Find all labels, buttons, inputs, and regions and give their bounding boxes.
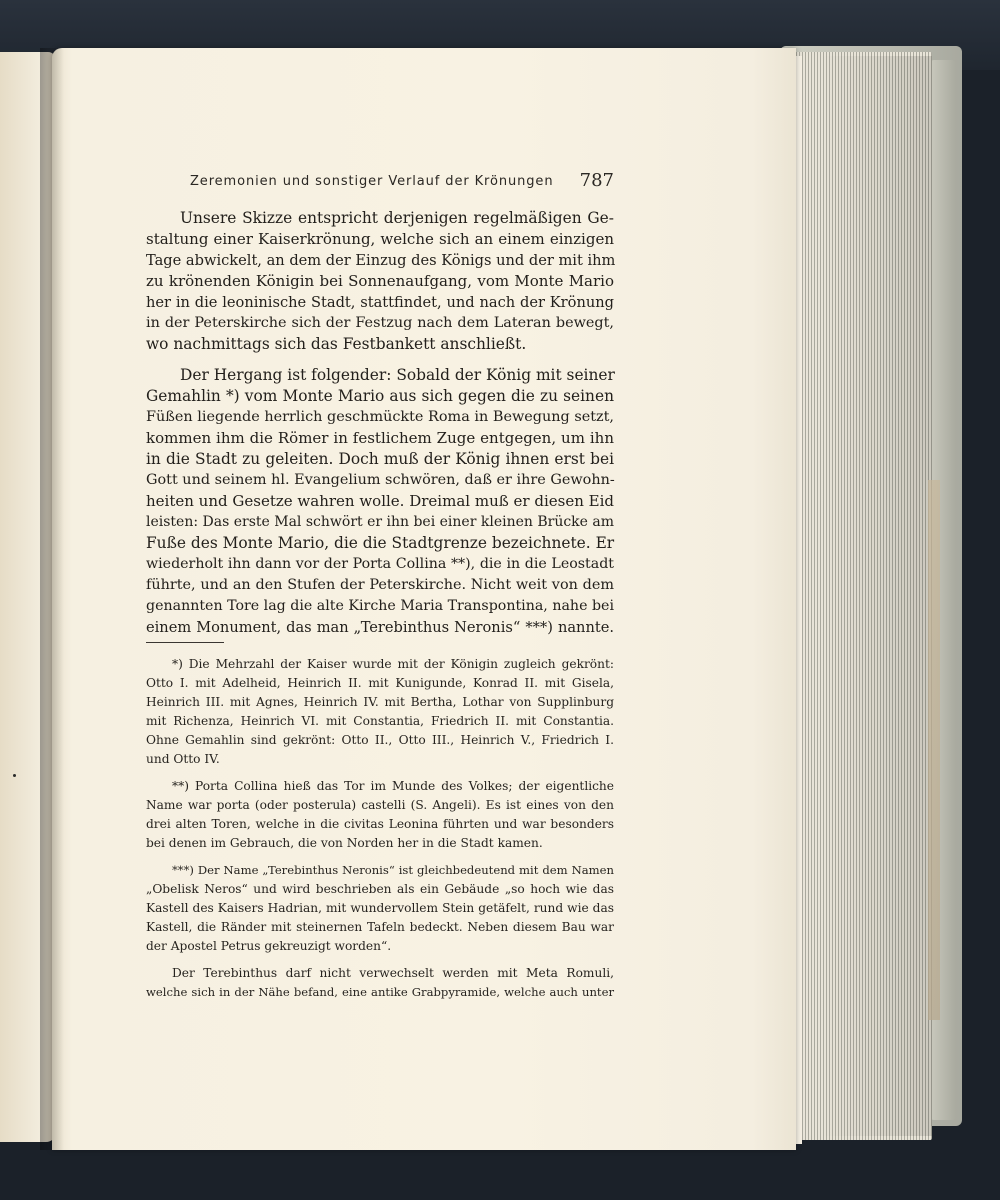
- page-stack-shadow: [820, 56, 932, 1136]
- footnote-line: drei alten Toren, welche in die civitas Leonina führten und war besonders: [146, 817, 614, 831]
- footnote-line: *) Die Mehrzahl der Kaiser wurde mit der Königin zugleich gekrönt:: [172, 657, 614, 671]
- footnote-line: Kastell des Kaisers Hadrian, mit wundervollem Stein getäfelt, rund wie das: [146, 901, 614, 915]
- body-line: in die Stadt zu geleiten. Doch muß der König ihnen erst bei: [146, 450, 614, 468]
- footnote-line: Name war porta (oder posterula) castelli (S. Angeli). Es ist eines von den: [146, 798, 614, 812]
- page-number: 787: [579, 170, 614, 191]
- footnote-line: welche sich in der Nähe befand, eine antike Grabpyramide, welche auch unter: [146, 985, 614, 999]
- footnote-line: Heinrich III. mit Agnes, Heinrich IV. mit Bertha, Lothar von Supplinburg: [146, 695, 614, 709]
- footnotes: [146, 655, 614, 1002]
- footnote-line: mit Richenza, Heinrich VI. mit Constantia, Friedrich II. mit Constantia.: [146, 714, 614, 728]
- body-line: leisten: Das erste Mal schwört er ihn bei einer kleinen Brücke am: [146, 514, 615, 530]
- body-line: führte, und an den Stufen der Peterskirche. Nicht weit von dem: [146, 577, 614, 593]
- body-line: Tage abwickelt, an dem der Einzug des Königs und der mit ihm: [146, 252, 616, 269]
- page-gutter-shadow: [40, 48, 64, 1150]
- footnote-line: Ohne Gemahlin sind gekrönt: Otto II., Otto III., Heinrich V., Friedrich I.: [146, 733, 614, 747]
- footnote-line: Der Terebinthus darf nicht verwechselt werden mit Meta Romuli,: [172, 966, 614, 980]
- body-text: [146, 208, 614, 638]
- body-line: zu krönenden Königin bei Sonnenaufgang, vom Monte Mario: [146, 272, 614, 290]
- footnote-line: Otto I. mit Adelheid, Heinrich II. mit Kunigunde, Konrad II. mit Gisela,: [146, 676, 614, 690]
- body-line: in der Peterskirche sich der Festzug nach dem Lateran bewegt,: [146, 315, 614, 331]
- body-line: kommen ihm die Römer in festlichem Zuge entgegen, um ihn: [146, 429, 614, 447]
- body-line: Der Hergang ist folgender: Sobald der König mit seiner: [180, 366, 615, 384]
- footnote-line: und Otto IV.: [146, 752, 220, 766]
- footnote-line: **) Porta Collina hieß das Tor im Munde des Volkes; der eigentliche: [172, 779, 614, 793]
- body-line: staltung einer Kaiserkrönung, welche sich an einem einzigen: [146, 230, 614, 248]
- footnote-line: bei denen im Gebrauch, die von Norden her in die Stadt kamen.: [146, 836, 543, 850]
- footnote-line: „Obelisk Neros“ und wird beschrieben als ein Gebäude „so hoch wie das: [146, 882, 614, 896]
- page-stack-band: [928, 480, 940, 1020]
- speck: [13, 774, 16, 777]
- body-line: heiten und Gesetze wahren wolle. Dreimal muß er diesen Eid: [146, 492, 614, 510]
- footnote-line: ***) Der Name „Terebinthus Neronis“ ist gleichbedeutend mit dem Namen: [172, 863, 614, 877]
- body-line: Unsere Skizze entspricht derjenigen regelmäßigen Ge-: [180, 209, 614, 227]
- body-line: wo nachmittags sich das Festbankett anschließt.: [146, 335, 527, 353]
- body-line: her in die leoninische Stadt, stattfindet, und nach der Krönung: [146, 294, 614, 311]
- body-line: einem Monument, das man „Terebinthus Neronis“ ***) nannte.: [146, 619, 614, 636]
- body-line: Gemahlin *) vom Monte Mario aus sich gegen die zu seinen: [146, 387, 614, 405]
- body-line: Gott und seinem hl. Evangelium schwören, daß er ihre Gewohn-: [146, 472, 615, 488]
- footnote-line: der Apostel Petrus gekreuzigt worden“.: [146, 939, 392, 953]
- body-line: wiederholt ihn dann vor der Porta Collina **), die in die Leostadt: [146, 556, 614, 572]
- page-header: [190, 170, 614, 196]
- running-head: Zeremonien und sonstiger Verlauf der Krönungen: [190, 174, 554, 189]
- body-line: Füßen liegende herrlich geschmückte Roma in Bewegung setzt,: [146, 409, 614, 425]
- footnote-line: Kastell, die Ränder mit steinernen Tafeln bedeckt. Neben diesem Bau war: [146, 920, 614, 934]
- body-line: genannten Tore lag die alte Kirche Maria Transpontina, nahe bei: [146, 598, 614, 614]
- footnote-rule: [146, 642, 224, 643]
- body-line: Fuße des Monte Mario, die die Stadtgrenze bezeichnete. Er: [146, 534, 615, 552]
